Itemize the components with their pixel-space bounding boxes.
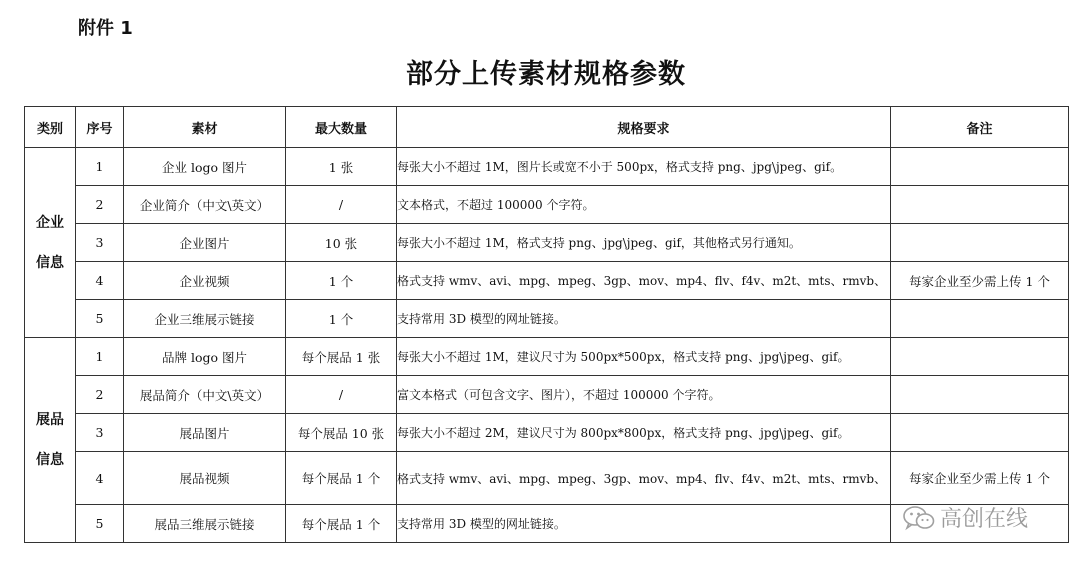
row-max-qty: 10 张 bbox=[286, 224, 397, 262]
category-label: 信息 bbox=[36, 254, 64, 271]
row-note bbox=[891, 338, 1069, 376]
row-no: 5 bbox=[76, 300, 124, 338]
table-row bbox=[25, 148, 1069, 186]
category-cell-exhibit bbox=[25, 338, 76, 543]
row-no: 1 bbox=[76, 148, 124, 186]
row-spec: 格式支持 wmv、avi、mpg、mpeg、3gp、mov、mp4、flv、f4v、m2t、mts、rmvb、 bbox=[397, 262, 891, 300]
row-max-qty: 每个展品 1 个 bbox=[286, 452, 397, 505]
row-max-qty: 1 个 bbox=[286, 300, 397, 338]
row-max-qty: 1 个 bbox=[286, 262, 397, 300]
row-spec: 文本格式，不超过 100000 个字符。 bbox=[397, 186, 891, 224]
table-row bbox=[25, 414, 1069, 452]
row-material: 展品图片 bbox=[124, 414, 286, 452]
row-max-qty: 每个展品 10 张 bbox=[286, 414, 397, 452]
attachment-label: 附件 1 bbox=[78, 18, 133, 39]
spec-table bbox=[24, 106, 1069, 543]
category-label: 展品 bbox=[36, 412, 64, 428]
document-title: 部分上传素材规格参数 bbox=[406, 59, 686, 90]
wechat-icon bbox=[902, 505, 936, 531]
header-material: 素材 bbox=[124, 107, 286, 148]
row-material: 企业图片 bbox=[124, 224, 286, 262]
row-spec: 每张大小不超过 1M，图片长或宽不小于 500px，格式支持 png、jpg\jpeg、gif。 bbox=[397, 148, 891, 186]
category-label: 信息 bbox=[36, 452, 64, 468]
category-cell-company bbox=[25, 148, 76, 338]
row-spec: 每张大小不超过 2M，建议尺寸为 800px*800px，格式支持 png、jpg\jpeg、gif。 bbox=[397, 414, 891, 452]
table-header-row bbox=[25, 107, 1069, 148]
row-note bbox=[891, 224, 1069, 262]
row-note bbox=[891, 414, 1069, 452]
row-max-qty: 每个展品 1 张 bbox=[286, 338, 397, 376]
row-material: 品牌 logo 图片 bbox=[124, 338, 286, 376]
row-spec: 格式支持 wmv、avi、mpg、mpeg、3gp、mov、mp4、flv、f4v、m2t、mts、rmvb、 bbox=[397, 452, 891, 505]
row-no: 3 bbox=[76, 224, 124, 262]
header-note: 备注 bbox=[891, 107, 1069, 148]
header-no: 序号 bbox=[76, 107, 124, 148]
header-category: 类别 bbox=[25, 107, 76, 148]
row-note: 每家企业至少需上传 1 个 bbox=[891, 262, 1069, 300]
row-max-qty: / bbox=[286, 186, 397, 224]
row-max-qty: 1 张 bbox=[286, 148, 397, 186]
row-no: 1 bbox=[76, 338, 124, 376]
row-spec: 富文本格式（可包含文字、图片），不超过 100000 个字符。 bbox=[397, 376, 891, 414]
row-no: 2 bbox=[76, 376, 124, 414]
row-spec: 支持常用 3D 模型的网址链接。 bbox=[397, 505, 891, 543]
table-row bbox=[25, 376, 1069, 414]
row-material: 展品简介（中文\英文） bbox=[124, 376, 286, 414]
row-material: 企业 logo 图片 bbox=[124, 148, 286, 186]
row-material: 展品三维展示链接 bbox=[124, 505, 286, 543]
row-spec: 每张大小不超过 1M，建议尺寸为 500px*500px，格式支持 png、jpg\jpeg、gif。 bbox=[397, 338, 891, 376]
watermark bbox=[902, 502, 1028, 533]
row-note: 每家企业至少需上传 1 个 bbox=[891, 452, 1069, 505]
row-material: 企业视频 bbox=[124, 262, 286, 300]
table-row bbox=[25, 224, 1069, 262]
row-spec: 每张大小不超过 1M，格式支持 png、jpg\jpeg、gif，其他格式另行通知。 bbox=[397, 224, 891, 262]
category-label: 企业 bbox=[36, 214, 64, 231]
row-max-qty: / bbox=[286, 376, 397, 414]
table-row bbox=[25, 262, 1069, 300]
table-row bbox=[25, 452, 1069, 505]
table-row bbox=[25, 300, 1069, 338]
row-material: 企业三维展示链接 bbox=[124, 300, 286, 338]
header-spec: 规格要求 bbox=[397, 107, 891, 148]
row-note bbox=[891, 300, 1069, 338]
row-material: 展品视频 bbox=[124, 452, 286, 505]
row-no: 5 bbox=[76, 505, 124, 543]
row-no: 3 bbox=[76, 414, 124, 452]
row-material: 企业简介（中文\英文） bbox=[124, 186, 286, 224]
row-max-qty: 每个展品 1 个 bbox=[286, 505, 397, 543]
table-row bbox=[25, 186, 1069, 224]
row-no: 4 bbox=[76, 452, 124, 505]
row-note bbox=[891, 186, 1069, 224]
row-no: 2 bbox=[76, 186, 124, 224]
header-max-qty: 最大数量 bbox=[286, 107, 397, 148]
table-row bbox=[25, 338, 1069, 376]
row-spec: 支持常用 3D 模型的网址链接。 bbox=[397, 300, 891, 338]
watermark-text: 高创在线 bbox=[940, 507, 1029, 532]
row-no: 4 bbox=[76, 262, 124, 300]
row-note bbox=[891, 376, 1069, 414]
row-note bbox=[891, 148, 1069, 186]
